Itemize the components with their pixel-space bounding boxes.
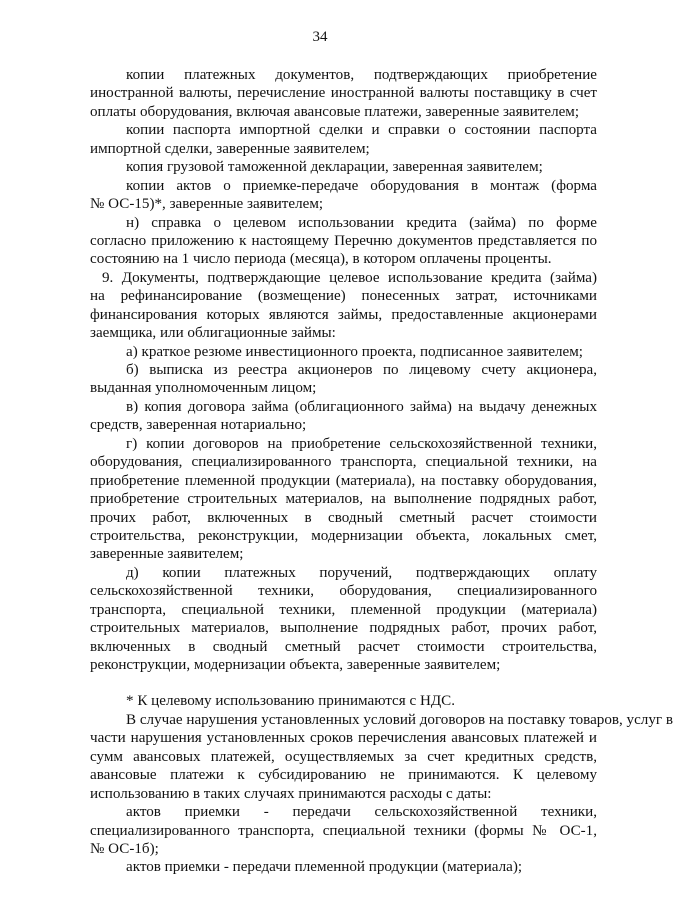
text-line: сельскохозяйственной техники, оборудования, специализированного: [90, 583, 597, 600]
text-line: приобретение племенной продукции (материала), на поставку оборудования,: [90, 472, 597, 489]
page-number: 34: [312, 29, 328, 45]
text-line: копии паспорта импортной сделки и справки о состоянии паспорта: [126, 122, 597, 139]
text-line: авансовые платежи к субсидированию не принимаются. К целевому: [90, 767, 597, 784]
text-line: сумм авансовых платежей, осуществляемых за счет кредитных средств,: [90, 748, 597, 765]
text-line: состоянию на 1 число периода (месяца), в котором оплачены проценты.: [90, 251, 552, 268]
text-line: б) выписка из реестра акционеров по лицевому счету акционера,: [126, 362, 597, 378]
text-line: г) копии договоров на приобретение сельскохозяйственной техники,: [126, 435, 597, 452]
blank-line: [90, 674, 597, 692]
text-line: В случае нарушения установленных условий договоров на поставку товаров, услуг в: [126, 711, 673, 728]
text-line: актов приемки - передачи сельскохозяйственной техники,: [126, 804, 597, 821]
text-line: согласно приложению к настоящему Перечню документов представляется по: [90, 232, 597, 249]
text-line: транспорта, специальной техники, племенной продукции (материала): [90, 601, 597, 618]
text-line: специализированного транспорта, специальной техники (формы № ОС-1,: [90, 822, 597, 839]
text-line: оборудования, специализированного транспорта, специальной техники, на: [90, 454, 597, 471]
text-line: * К целевому использованию принимаются с НДС.: [126, 693, 455, 710]
text-line: копии актов о приемке-передаче оборудования в монтаж (форма: [126, 177, 597, 194]
text-line: средств, заверенная нотариально;: [90, 417, 307, 434]
text-line: д) копии платежных поручений, подтверждающих оплату: [126, 564, 597, 581]
text-line: строительных материалов, выполнение подрядных работ, прочих работ,: [90, 620, 597, 637]
text-line: а) краткое резюме инвестиционного проекта, подписанное заявителем;: [126, 343, 583, 360]
text-line: использованию в таких случаях принимаются расходы с даты:: [90, 785, 492, 802]
text-line: выданная уполномоченным лицом;: [90, 380, 317, 397]
document-body: [90, 66, 673, 877]
text-line: реконструкции, модернизации объекта, заверенные заявителем;: [90, 657, 501, 673]
text-line: части нарушения установленных сроков перечисления авансовых платежей и: [90, 730, 597, 747]
text-line: приобретение строительных материалов, на выполнение подрядных работ,: [90, 491, 597, 508]
text-line: строительства, реконструкции, модернизации объекта, локальных смет,: [90, 527, 597, 544]
text-line: копии платежных документов, подтверждающих приобретение: [126, 67, 597, 83]
text-line: иностранной валюты, перечисление иностранной валюты поставщику в счет: [90, 85, 597, 102]
text-line: прочих работ, включенных в сводный сметный расчет стоимости: [90, 509, 597, 526]
text-line: в) копия договора займа (облигационного займа) на выдачу денежных: [126, 398, 597, 415]
text-line: включенных в сводный сметный расчет стоимости строительства,: [90, 638, 597, 655]
text-line: копия грузовой таможенной декларации, заверенная заявителем;: [126, 159, 543, 176]
text-line: заемщика, или облигационные займы:: [90, 325, 336, 342]
text-line: финансирования которых являются займы, предоставленные акционерами: [90, 306, 597, 323]
text-line: 9. Документы, подтверждающие целевое использование кредита (займа): [102, 269, 597, 286]
text-line: № ОС-1б);: [90, 840, 159, 857]
text-line: заверенные заявителем;: [90, 546, 244, 563]
text-line: н) справка о целевом использовании кредита (займа) по форме: [126, 214, 597, 231]
text-line: актов приемки - передачи племенной продукции (материала);: [126, 859, 523, 876]
text-line: оплаты оборудования, включая авансовые платежи, заверенные заявителем;: [90, 103, 580, 120]
text-line: № ОС-15)*, заверенные заявителем;: [90, 196, 324, 213]
text-line: импортной сделки, заверенные заявителем;: [90, 140, 370, 157]
text-line: на рефинансирование (возмещение) понесенных затрат, источниками: [90, 288, 597, 305]
